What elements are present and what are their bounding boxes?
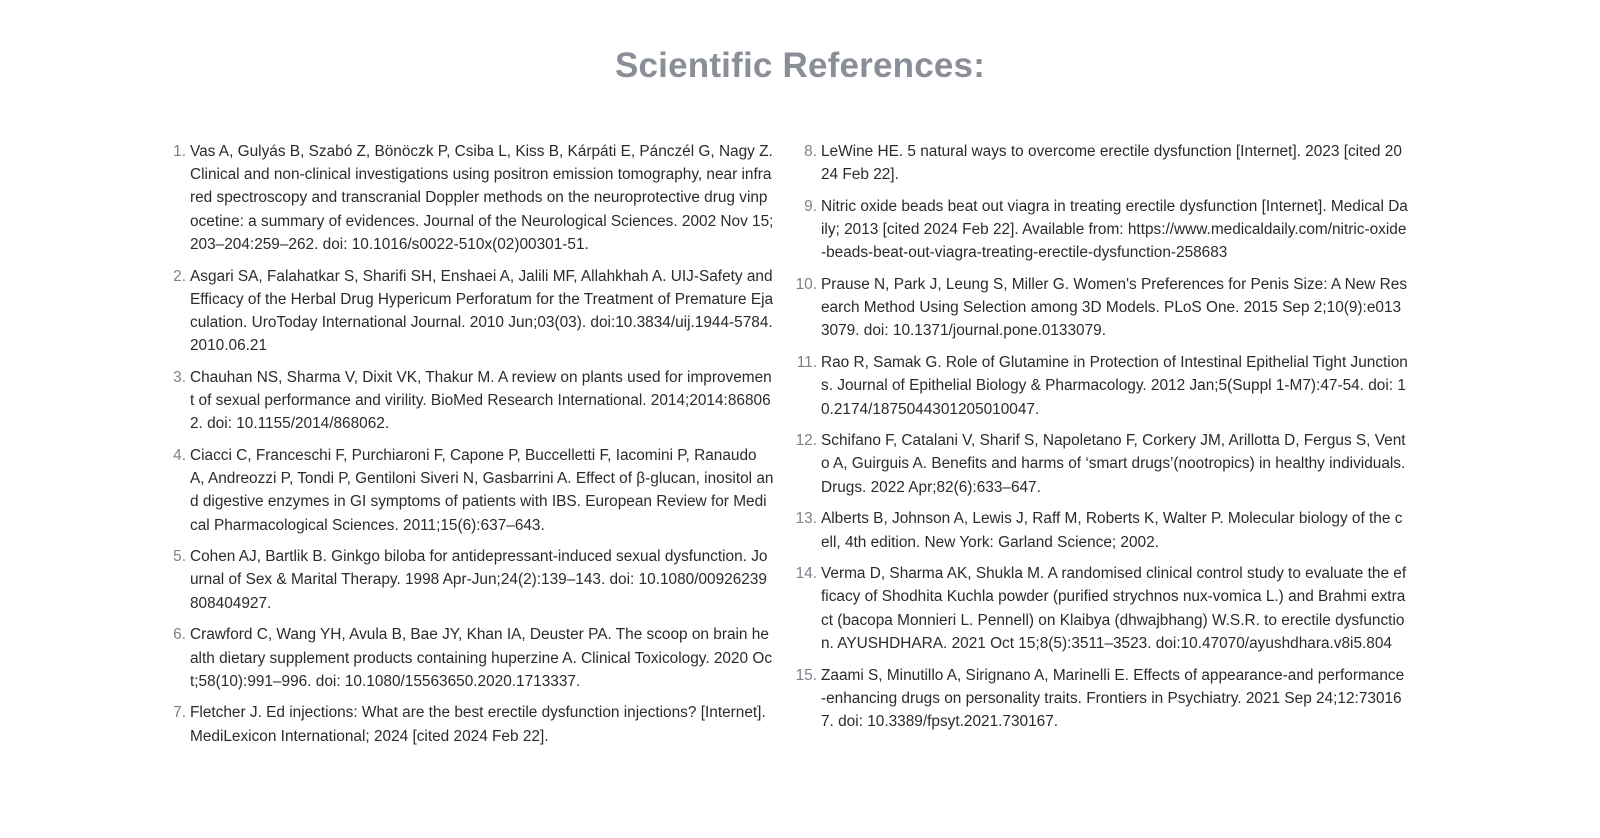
reference-text: Alberts B, Johnson A, Lewis J, Raff M, Roberts K, Walter P. Molecular biology of the cell, 4th edition. New York: Garland Science; 2002.: [821, 510, 1403, 551]
reference-item: [789, 351, 1409, 421]
reference-item: [789, 140, 1409, 186]
reference-number: 13.: [795, 510, 817, 528]
reference-number: 3.: [173, 368, 186, 386]
reference-number: 8.: [804, 143, 817, 160]
reference-text: Schifano F, Catalani V, Sharif S, Napoletano F, Corkery JM, Arillotta D, Fergus S, Vento A, Guirguis A. Benefits and harms of ‘smart drugs’(nootropics) in healthy individuals. Drugs. 2022 Apr;82(6):633–647.: [821, 432, 1406, 496]
reference-text: LeWine HE. 5 natural ways to overcome erectile dysfunction [Internet]. 2023 [cited 2024 Feb 22].: [821, 143, 1402, 184]
reference-text: Cohen AJ, Bartlik B. Ginkgo biloba for antidepressant-induced sexual dysfunction. Journal of Sex & Marital Therapy. 1998 Apr-Jun;24(2):139–143. doi: 10.1080/00926239808404927.: [190, 548, 768, 612]
reference-number: 6.: [173, 626, 186, 644]
reference-item: [168, 140, 774, 256]
reference-text: Rao R, Samak G. Role of Glutamine in Protection of Intestinal Epithelial Tight Junctions. Journal of Epithelial Biology & Pharmacology. 2012 Jan;5(Suppl 1-M7):47-54. doi: 10.2174/1875044301205010047.: [821, 354, 1408, 418]
reference-number: 4.: [173, 446, 186, 464]
reference-number: 14.: [795, 565, 817, 583]
reference-item: [789, 429, 1409, 499]
reference-text: Nitric oxide beads beat out viagra in treating erectile dysfunction [Internet]. Medical Daily; 2013 [cited 2024 Feb 22]. Available from: https://www.medicaldaily.com/nitric-oxide-beads-beat-out-viagra-treating-erectile-dysfunction-258683: [821, 197, 1408, 262]
reference-text: Vas A, Gulyás B, Szabó Z, Bönöczk P, Csiba L, Kiss B, Kárpáti E, Pánczél G, Nagy Z. Clinical and non-clinical investigations using positron emission tomography, near infrared spectroscopy and transcranial Doppler methods on the neuroprotective drug vinpocetine: a summary of evidences. Journal of the Neurological Sciences. 2002 Nov 15;203–204:259–262. doi: 10.1016/s0022-510x(02)00301-51.: [190, 143, 774, 253]
reference-item: [168, 444, 774, 537]
reference-item: [789, 562, 1409, 655]
reference-number: 15.: [795, 666, 817, 684]
reference-item: [168, 366, 774, 436]
reference-item: [789, 273, 1409, 343]
reference-item: [168, 701, 774, 747]
reference-item: [789, 664, 1409, 734]
reference-number: 5.: [173, 548, 186, 566]
page-title: Scientific References:: [614, 46, 986, 85]
reference-text: Zaami S, Minutillo A, Sirignano A, Marinelli E. Effects of appearance-and performance-enhancing drugs on personality traits. Frontiers in Psychiatry. 2021 Sep 24;12:730167. doi: 10.3389/fpsyt.2021.730167.: [821, 666, 1405, 730]
reference-number: 7.: [173, 704, 186, 722]
references-left-column: [168, 140, 774, 756]
reference-number: 11.: [796, 354, 817, 372]
reference-number: 2.: [173, 267, 186, 285]
reference-text: Asgari SA, Falahatkar S, Sharifi SH, Enshaei A, Jalili MF, Allahkhah A. UIJ-Safety and Efficacy of the Herbal Drug Hypericum Perforatum for the Treatment of Premature Ejaculation. UroToday International Journal. 2010 Jun;03(03). doi:10.3834/uij.1944-5784.2010.06.21: [190, 267, 774, 355]
reference-text: Chauhan NS, Sharma V, Dixit VK, Thakur M. A review on plants used for improvement of sexual performance and virility. BioMed Research International. 2014;2014:868062. doi: 10.1155/2014/868062.: [190, 368, 772, 433]
reference-text: Verma D, Sharma AK, Shukla M. A randomised clinical control study to evaluate the efficacy of Shodhita Kuchla powder (purified strychnos nux-vomica L.) and Brahmi extract (bacopa Monnieri L. Pennell) on Klaibya (dhwajbhang) W.S.R. to erectile dysfunction. AYUSHDHARA. 2021 Oct 15;8(5):3511–3523. doi:10.47070/ayushdhara.v8i5.804: [821, 565, 1407, 652]
reference-text: Fletcher J. Ed injections: What are the best erectile dysfunction injections? [Internet]. MediLexicon International; 2024 [cited 2024 Feb 22].: [190, 704, 766, 745]
reference-item: [168, 545, 774, 615]
reference-text: Crawford C, Wang YH, Avula B, Bae JY, Khan IA, Deuster PA. The scoop on brain health dietary supplement products containing huperzine A. Clinical Toxicology. 2020 Oct;58(10):991–996. doi: 10.1080/15563650.2020.1713337.: [190, 626, 773, 690]
reference-item: [168, 265, 774, 358]
reference-number: 9.: [804, 197, 817, 215]
reference-number: 10.: [795, 276, 817, 294]
reference-text: Ciacci C, Franceschi F, Purchiaroni F, Capone P, Buccelletti F, Iacomini P, Ranaudo A, Andreozzi P, Tondi P, Gentiloni Siveri N, Gasbarrini A. Effect of β-glucan, inositol and digestive enzymes in GI symptoms of patients with IBS. European Review for Medical Pharmacological Sciences. 2011;15(6):637–643.: [190, 446, 774, 534]
references-right-column: [789, 140, 1409, 742]
reference-item: [789, 195, 1409, 265]
reference-item: [789, 507, 1409, 553]
reference-item: [168, 623, 774, 693]
reference-text: Prause N, Park J, Leung S, Miller G. Women's Preferences for Penis Size: A New Research Method Using Selection among 3D Models. PLoS One. 2015 Sep 2;10(9):e0133079. doi: 10.1371/journal.pone.0133079.: [821, 276, 1408, 340]
reference-number: 12.: [795, 432, 817, 450]
reference-number: 1.: [173, 143, 186, 160]
